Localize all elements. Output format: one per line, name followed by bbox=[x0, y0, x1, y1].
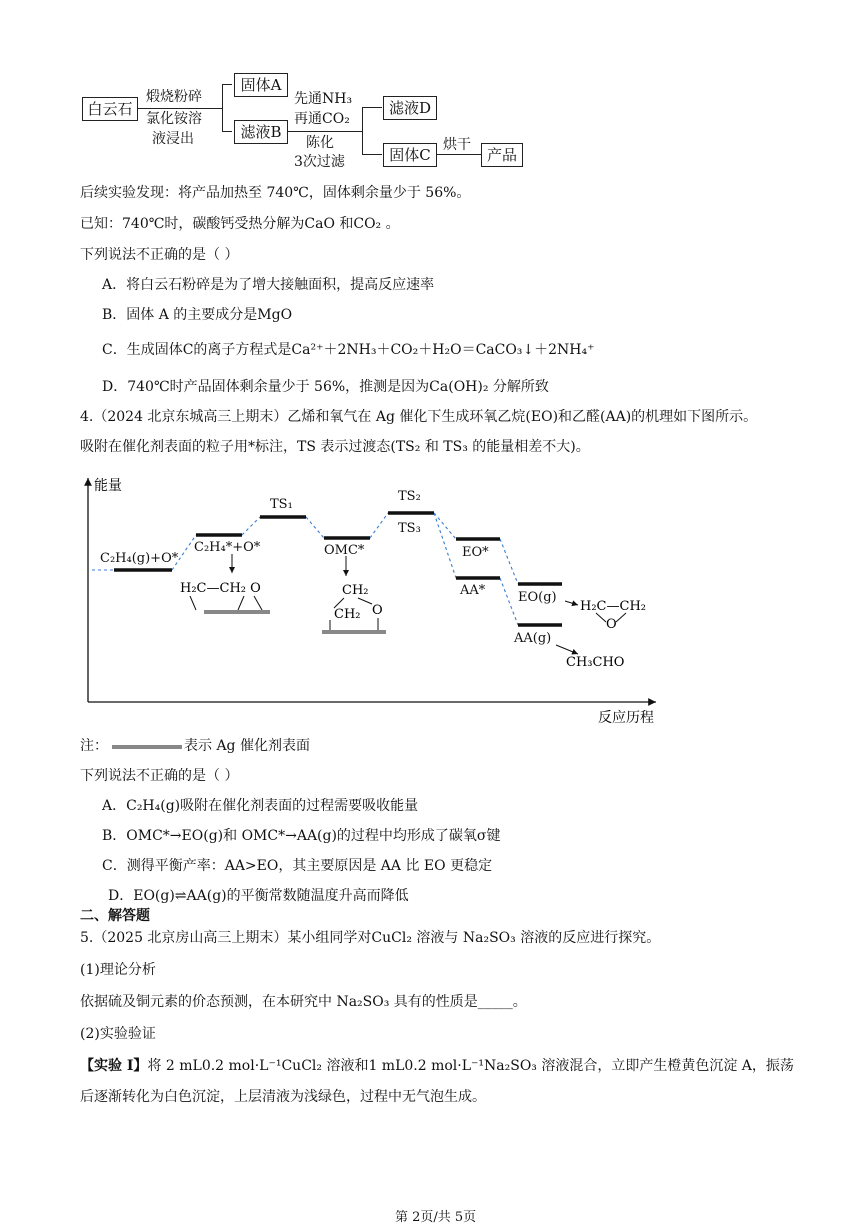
label-ts3: TS₃ bbox=[398, 521, 421, 536]
label-c2h4-ads: C₂H₄*+O* bbox=[194, 540, 261, 555]
q4-line2: 吸附在催化剂表面的粒子用*标注，TS 表示过渡态(TS₂ 和 TS₃ 的能量相差不大)。 bbox=[80, 439, 590, 455]
q3-option-a: A．将白云石粉碎是为了增大接触面积，提高反应速率 bbox=[102, 277, 435, 293]
flow-box-solid-c: 固体C bbox=[383, 143, 437, 167]
q4-question: 下列说法不正确的是（ ） bbox=[80, 768, 239, 784]
label-c2h4: C₂H₄(g)+O* bbox=[100, 551, 179, 566]
flow-box-filtrate-d: 滤液D bbox=[383, 96, 437, 120]
q4-option-c: C．测得平衡产率：AA>EO，其主要原因是 AA 比 EO 更稳定 bbox=[102, 858, 493, 874]
q5-sub1: (1)理论分析 bbox=[80, 962, 156, 978]
flow-step2-label-2: 再通CO₂ bbox=[294, 111, 350, 127]
q4-option-b: B．OMC*→EO(g)和 OMC*→AA(g)的过程中均形成了碳氧σ键 bbox=[102, 828, 501, 844]
q3-option-b: B．固体 A 的主要成分是MgO bbox=[102, 307, 293, 323]
flow-box-start: 白云石 bbox=[82, 97, 138, 121]
energy-diagram bbox=[0, 470, 868, 730]
q5-sub1-text: 依据硫及铜元素的价态预测，在本研究中 Na₂SO₃ 具有的性质是_____。 bbox=[80, 994, 527, 1010]
flow-box-solid-a: 固体A bbox=[234, 73, 288, 97]
q3-option-d: D．740℃时产品固体剩余量少于 56%，推测是因为Ca(OH)₂ 分解所致 bbox=[102, 379, 549, 395]
eo-struct: H₂C—CH₂ bbox=[580, 599, 646, 614]
flow-box-filtrate-b: 滤液B bbox=[234, 120, 288, 144]
label-omc: OMC* bbox=[324, 543, 365, 558]
q4-note-text: 表示 Ag 催化剂表面 bbox=[184, 738, 310, 754]
flow-step1-label-3: 液浸出 bbox=[152, 131, 194, 147]
q3-para1: 后续实验发现：将产品加热至 740℃，固体剩余量少于 56%。 bbox=[80, 185, 471, 201]
label-eo-ads: EO* bbox=[462, 545, 489, 560]
struct2-o: O bbox=[372, 603, 383, 618]
q5-experiment-line1 bbox=[80, 1056, 794, 1076]
q5-exp-label: 【实验 I】 bbox=[80, 1058, 148, 1074]
q4-note-prefix: 注： bbox=[80, 738, 108, 754]
q3-question: 下列说法不正确的是（ ） bbox=[80, 247, 239, 263]
label-ts1: TS₁ bbox=[270, 497, 293, 512]
flow-box-product: 产品 bbox=[481, 143, 523, 167]
struct2-top: CH₂ bbox=[342, 583, 369, 598]
q3-para2: 已知：740℃时，碳酸钙受热分解为CaO 和CO₂ 。 bbox=[80, 216, 400, 232]
flow-step3-label: 烘干 bbox=[443, 137, 471, 153]
aa-struct: CH₃CHO bbox=[566, 655, 625, 670]
x-axis-label: 反应历程 bbox=[598, 710, 654, 726]
note-catalyst-bar bbox=[112, 745, 182, 749]
flow-step2-label-4: 3次过滤 bbox=[294, 154, 345, 170]
q4-line1: 4.（2024 北京东城高三上期末）乙烯和氧气在 Ag 催化下生成环氧乙烷(EO)和乙醛(AA)的机理如下图所示。 bbox=[80, 409, 758, 425]
label-aa-g: AA(g) bbox=[514, 631, 552, 646]
q5-line1: 5.（2025 北京房山高三上期末）某小组同学对CuCl₂ 溶液与 Na₂SO₃ 溶液的反应进行探究。 bbox=[80, 930, 661, 946]
section-title: 二、解答题 bbox=[80, 908, 150, 924]
q5-experiment-line2: 后逐渐转化为白色沉淀，上层清液为浅绿色，过程中无气泡生成。 bbox=[80, 1089, 486, 1105]
label-aa-ads: AA* bbox=[460, 583, 486, 598]
label-eo-g: EO(g) bbox=[518, 590, 557, 605]
y-axis-label: 能量 bbox=[94, 478, 122, 494]
struct2-bottom: CH₂ bbox=[334, 607, 361, 622]
flow-step2-label-1: 先通NH₃ bbox=[294, 91, 353, 107]
q4-option-d: D．EO(g)⇌AA(g)的平衡常数随温度升高而降低 bbox=[108, 888, 409, 904]
q3-option-c: C．生成固体C的离子方程式是Ca²⁺＋2NH₃＋CO₂＋H₂O＝CaCO₃↓＋2NH₄⁺ bbox=[102, 342, 595, 358]
flow-step1-label-1: 煅烧粉碎 bbox=[146, 89, 202, 105]
label-ts2: TS₂ bbox=[398, 489, 421, 504]
eo-o: O bbox=[606, 617, 617, 632]
flow-arrow-1 bbox=[138, 108, 222, 109]
flow-step2-label-3: 陈化 bbox=[306, 135, 334, 151]
q5-sub2: (2)实验验证 bbox=[80, 1026, 156, 1042]
q4-option-a: A．C₂H₄(g)吸附在催化剂表面的过程需要吸收能量 bbox=[102, 798, 419, 814]
struct1-label: H₂C—CH₂ O bbox=[180, 581, 261, 596]
q5-exp-text1: 将 2 mL0.2 mol·L⁻¹CuCl₂ 溶液和1 mL0.2 mol·L⁻¹Na₂SO₃ 溶液混合，立即产生橙黄色沉淀 A，振荡 bbox=[147, 1058, 794, 1074]
flow-step1-label-2: 氯化铵溶 bbox=[146, 111, 202, 127]
page-footer: 第 2页/共 5页 bbox=[395, 1210, 477, 1225]
